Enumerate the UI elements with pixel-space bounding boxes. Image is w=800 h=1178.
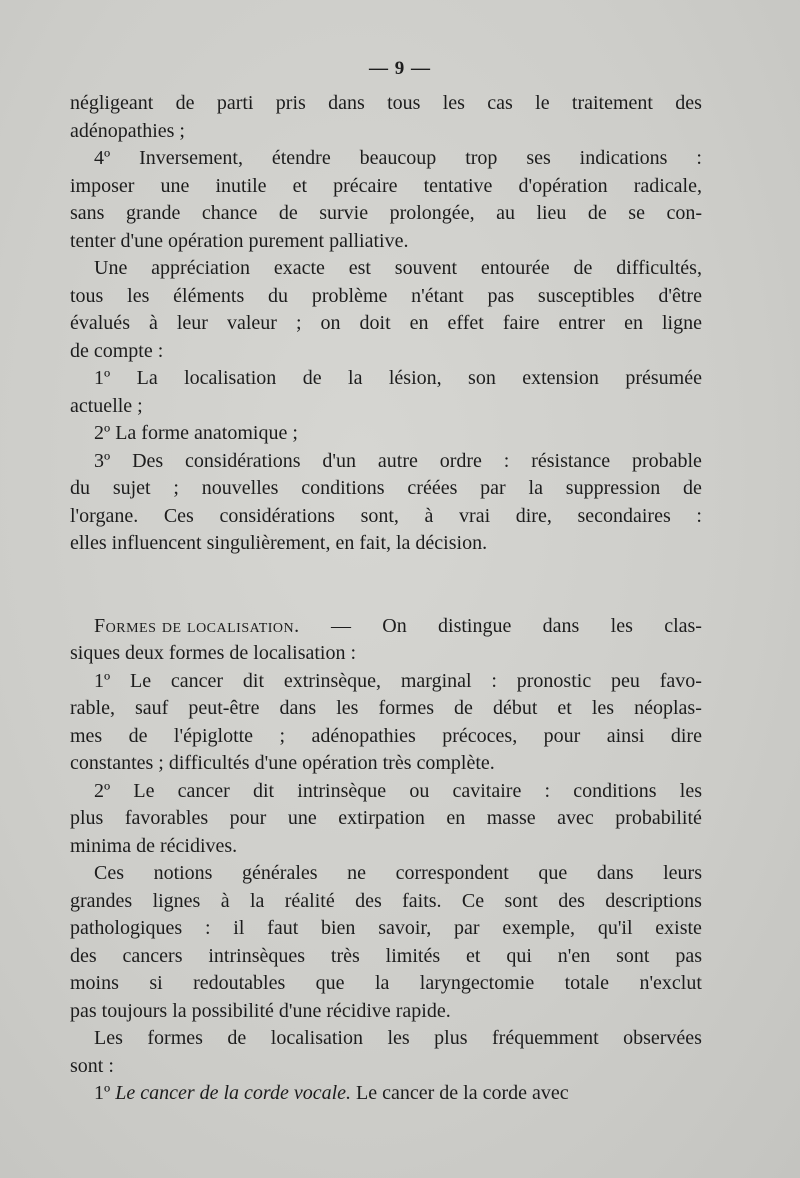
text-line: de compte : bbox=[70, 339, 164, 362]
text-line: Formes de localisation. — On distingue dans les clas- bbox=[70, 613, 702, 641]
line-text: Le cancer de la corde avec bbox=[356, 1082, 569, 1104]
text-line: 1º Le cancer dit extrinsèque, marginal : pronostic peu favo- bbox=[94, 669, 702, 692]
italic-subheading: Le cancer de la corde vocale. bbox=[115, 1082, 357, 1104]
text-line: tous les éléments du problème n'étant pas susceptibles d'être bbox=[70, 284, 702, 307]
text-line: rable, sauf peut-être dans les formes de début et les néoplas- bbox=[70, 697, 702, 719]
text-line: pathologiques : il faut bien savoir, par exemple, qu'il existe bbox=[70, 917, 702, 939]
text-line: grandes lignes à la réalité des faits. Ce sont des descriptions bbox=[70, 889, 702, 912]
text-line: moins si redoutables que la laryngectomie totale n'exclut bbox=[70, 972, 702, 994]
text-line: Ces notions générales ne correspondent que dans leurs bbox=[94, 862, 702, 884]
text-line: siques deux formes de localisation : bbox=[70, 642, 357, 664]
text-line: Les formes de localisation les plus fréquemment observées bbox=[94, 1027, 702, 1049]
body-text bbox=[70, 90, 702, 1108]
text-line: Une appréciation exacte est souvent entourée de difficultés, bbox=[94, 257, 702, 279]
list-number: 1º bbox=[94, 1082, 116, 1104]
text-line: tenter d'une opération purement palliative. bbox=[70, 229, 409, 252]
text-line: du sujet ; nouvelles conditions créées par la suppression de bbox=[70, 477, 702, 499]
text-line: négligeant de parti pris dans tous les cas le traitement des bbox=[70, 92, 702, 114]
text-line: 2º Le cancer dit intrinsèque ou cavitaire : conditions les bbox=[94, 779, 702, 802]
text-line bbox=[70, 1080, 702, 1108]
blank-line bbox=[70, 558, 702, 586]
text-line: 2º La forme anatomique ; bbox=[94, 422, 298, 444]
text-line: l'organe. Ces considérations sont, à vrai dire, secondaires : bbox=[70, 504, 702, 527]
text-line: elles influencent singulièrement, en fait, la décision. bbox=[70, 532, 488, 554]
text-line: adénopathies ; bbox=[70, 119, 185, 142]
page-number: — 9 — bbox=[369, 58, 431, 79]
text-line: évalués à leur valeur ; on doit en effet faire entrer en ligne bbox=[70, 312, 702, 334]
text-line: sont : bbox=[70, 1054, 114, 1077]
text-line: 4º Inversement, étendre beaucoup trop ses indications : bbox=[94, 147, 702, 169]
text-line: 1º La localisation de la lésion, son extension présumée bbox=[94, 367, 702, 389]
section-heading: Formes de localisation. bbox=[94, 614, 300, 637]
text-line: minima de récidives. bbox=[70, 834, 238, 857]
text-line: constantes ; difficultés d'une opération très complète. bbox=[70, 752, 495, 774]
text-line: sans grande chance de survie prolongée, au lieu de se con- bbox=[70, 202, 702, 224]
blank-line bbox=[70, 585, 702, 613]
text-line: mes de l'épiglotte ; adénopathies précoces, pour ainsi dire bbox=[70, 724, 702, 747]
text-line: pas toujours la possibilité d'une récidive rapide. bbox=[70, 999, 451, 1022]
text-line: imposer une inutile et précaire tentative d'opération radicale, bbox=[70, 174, 702, 197]
text-line: plus favorables pour une extirpation en masse avec probabilité bbox=[70, 807, 702, 829]
text-line: actuelle ; bbox=[70, 394, 143, 417]
text-line: 3º Des considérations d'un autre ordre : résistance probable bbox=[94, 449, 702, 472]
text-line: des cancers intrinsèques très limités et qui n'en sont pas bbox=[70, 944, 702, 967]
